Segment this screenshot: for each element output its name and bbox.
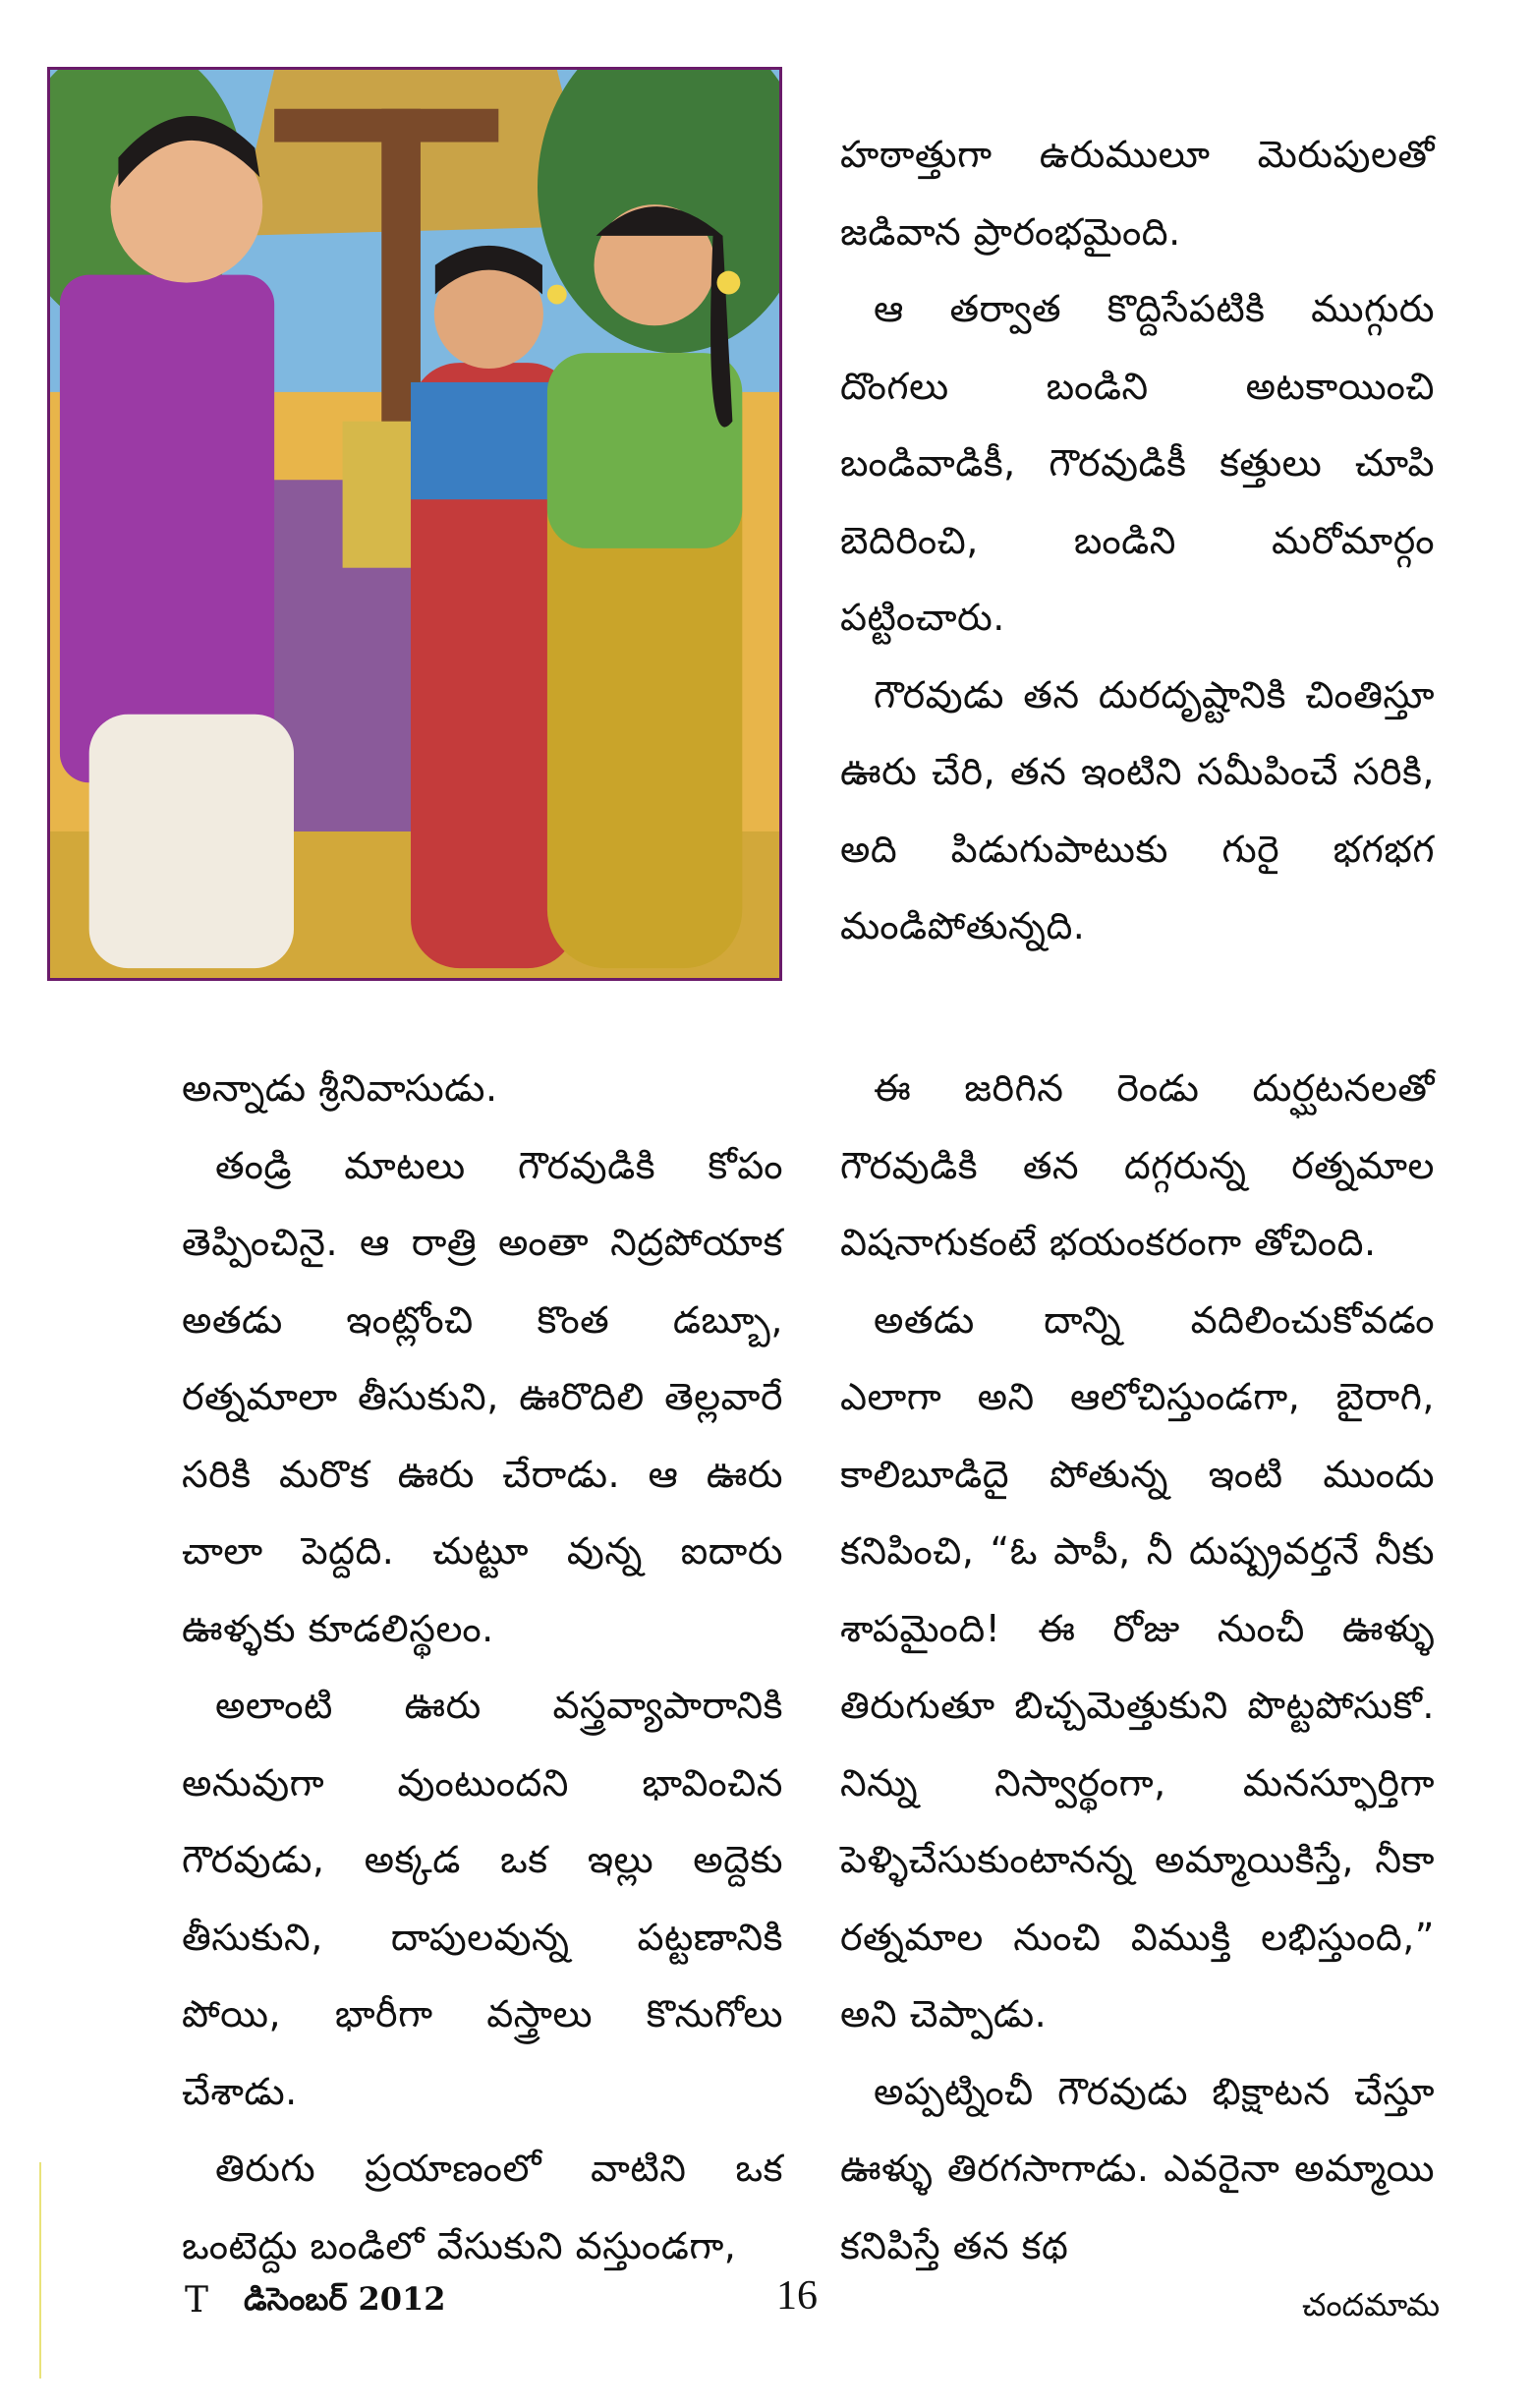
paragraph: తిరుగు ప్రయాణంలో వాటిని ఒక ఒంటెద్దు బండిలో వేసుకుని వస్తుండగా, <box>182 2147 783 2267</box>
paragraph: హఠాత్తుగా ఉరుములూ మెరుపులతో జడివాన ప్రారంభమైంది. <box>840 133 1435 254</box>
paragraph: ఆ తర్వాత కొద్దిసేపటికి ముగ్గురు దొంగలు బండిని అటకాయించి బండివాడికీ, గౌరవుడికీ కత్తులు చూపి బెదిరించి, బండిని మరోమార్గం పట్టించారు. <box>840 287 1435 639</box>
paragraph: అలాంటి ఊరు వస్త్రవ్యాపారానికి అనువుగా వుంటుందని భావించిన గౌరవుడు, అక్కడ ఒక ఇల్లు అద్దెకు తీసుకుని, దాపులవున్న పట్టణానికి పోయి, భారీగా వస్త్రాలు కొనుగోలు చేశాడు. <box>182 1684 783 2113</box>
right-column-bottom <box>840 1050 1435 2284</box>
page-number: 16 <box>776 2273 818 2319</box>
left-column <box>182 1050 783 2284</box>
paragraph: ఈ జరిగిన రెండు దుర్ఘటనలతో గౌరవుడికి తన దగ్గరున్న రత్నమాల విషనాగుకంటే భయంకరంగా తోచింది. <box>840 1066 1435 1264</box>
paragraph: గౌరవుడు తన దురదృష్టానికి చింతిస్తూ ఊరు చేరి, తన ఇంటిని సమీపించే సరికి, అది పిడుగుపాటుకు గురై భగభగ మండిపోతున్నది. <box>840 672 1435 947</box>
footer-mark: T <box>185 2280 209 2321</box>
paragraph: అప్పట్నించీ గౌరవుడు భిక్షాటన చేస్తూ ఊళ్ళు తిరగసాగాడు. ఎవరైనా అమ్మాయి కనిపిస్తే తన కథ <box>840 2069 1435 2267</box>
right-column-top <box>840 116 1435 965</box>
paragraph: అతడు దాన్ని వదిలించుకోవడం ఎలాగా అని ఆలోచిస్తుండగా, బైరాగి, కాలిబూడిదై పోతున్న ఇంటి ముందు కనిపించి, “ఓ పాపీ, నీ దుష్ప్రవర్తనే నీకు శాపమైంది! ఈ రోజు నుంచీ ఊళ్ళు తిరుగుతూ బిచ్చమెత్తుకుని పొట్టపోసుకో. నిన్ను నిస్వార్థంగా, మనస్ఫూర్తిగా పెళ్ళిచేసుకుంటానన్న అమ్మాయికిస్తే, నీకా రత్నమాల నుంచి విముక్తి లభిస్తుంది,” అని చెప్పాడు. <box>840 1297 1435 2035</box>
illustration-artwork <box>50 70 779 978</box>
footer-date: డిసెంబర్ 2012 <box>244 2280 446 2318</box>
paragraph: తండ్రి మాటలు గౌరవుడికి కోపం తెప్పించినై. ఆ రాత్రి అంతా నిద్రపోయాక అతడు ఇంట్లోంచి కొంత డబ్బూ, రత్నమాలా తీసుకుని, ఊరొదిలి తెల్లవారే సరికి మరొక ఊరు చేరాడు. ఆ ఊరు చాలా పెద్దది. చుట్టూ వున్న ఐదారు ఊళ్ళకు కూడలిస్థలం. <box>182 1143 783 1650</box>
paragraph: అన్నాడు శ్రీనివాసుడు. <box>182 1066 498 1110</box>
story-illustration <box>47 67 782 981</box>
margin-line <box>39 2162 41 2379</box>
magazine-name: చందమామ <box>1302 2286 1441 2323</box>
